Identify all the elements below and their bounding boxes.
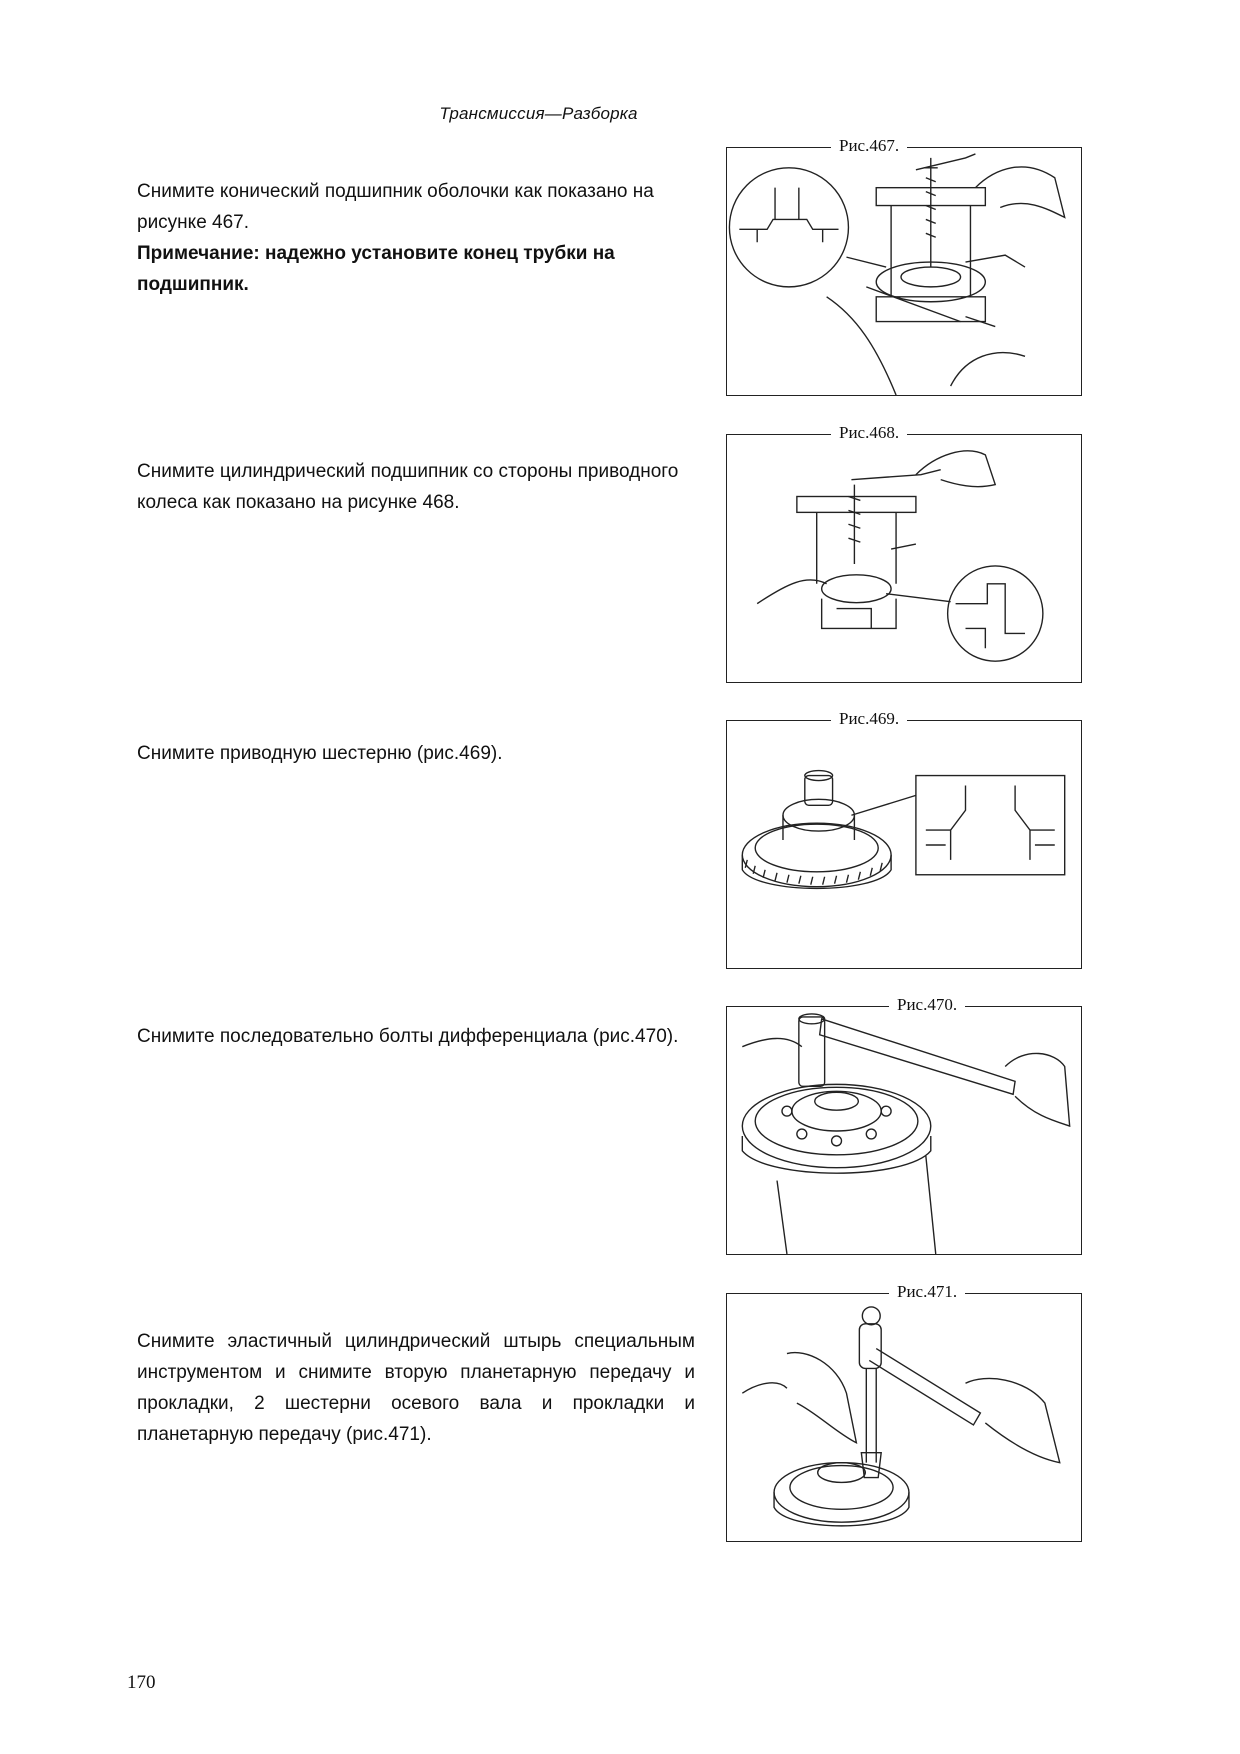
note-text: Примечание: надежно установите конец трубки на подшипник. — [137, 243, 615, 295]
pin-punch-hammer-illustration — [727, 1294, 1081, 1541]
figure-caption: Рис.469. — [831, 709, 907, 729]
drive-gear-illustration — [727, 721, 1081, 968]
bearing-puller-illustration — [727, 148, 1081, 395]
figure-caption: Рис.467. — [831, 136, 907, 156]
figure-471 — [726, 1282, 1082, 1542]
instruction-block-470 — [137, 1021, 697, 1052]
figure-467 — [726, 136, 1082, 396]
instruction-text: Снимите приводную шестерню (рис.469). — [137, 743, 503, 764]
instruction-block-469 — [137, 738, 697, 769]
instruction-block-467 — [137, 176, 697, 300]
bearing-puller-with-wrench-illustration — [727, 435, 1081, 682]
instruction-block-468 — [137, 456, 697, 518]
figure-470 — [726, 995, 1082, 1255]
instruction-text: Снимите цилиндрический подшипник со стороны приводного колеса как показано на рисунке 468. — [137, 461, 679, 513]
page-number: 170 — [127, 1672, 156, 1693]
instruction-text: Снимите последовательно болты дифференциала (рис.470). — [137, 1026, 679, 1047]
instruction-text: Снимите конический подшипник оболочки как показано на рисунке 467. — [137, 181, 654, 233]
instruction-block-471 — [137, 1326, 695, 1450]
differential-bolts-wrench-illustration — [727, 1007, 1081, 1254]
figure-468 — [726, 423, 1082, 683]
instruction-text: Снимите эластичный цилиндрический штырь специальным инструментом и снимите вторую планетарную передачу и прокладки, 2 шестерни осевого вала и прокладки и планетарную передачу (рис.471). — [137, 1331, 695, 1445]
figure-caption: Рис.470. — [889, 995, 965, 1015]
figure-caption: Рис.468. — [831, 423, 907, 443]
figure-469 — [726, 709, 1082, 969]
figure-caption: Рис.471. — [889, 1282, 965, 1302]
page-header: Трансмиссия—Разборка — [439, 104, 638, 123]
